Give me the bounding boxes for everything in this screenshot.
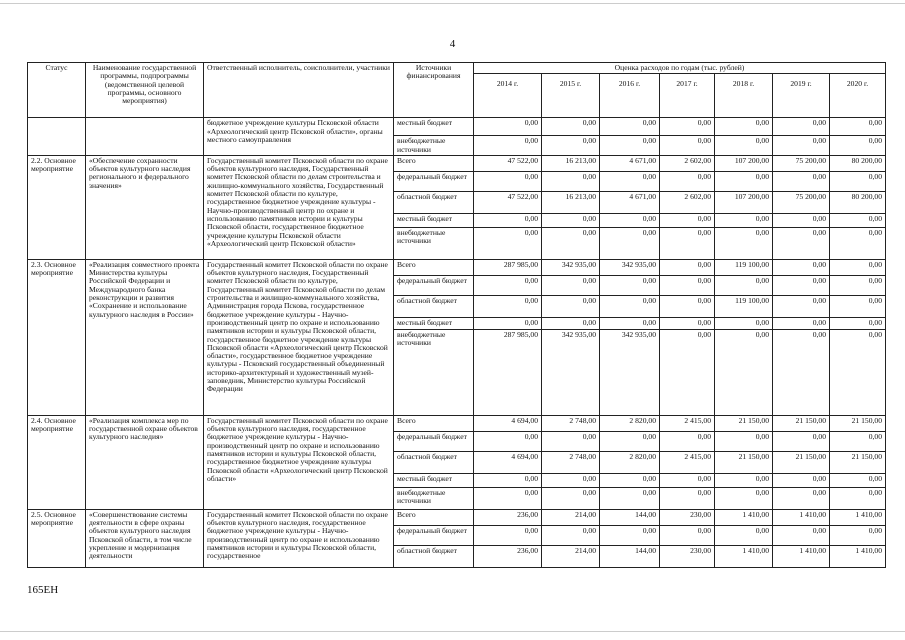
amount-cell: 0,00 xyxy=(715,487,773,509)
amount-cell: 144,00 xyxy=(600,545,660,567)
amount-cell: 0,00 xyxy=(773,473,830,487)
amount-cell: 0,00 xyxy=(830,525,886,545)
amount-cell: 230,00 xyxy=(660,509,715,525)
amount-cell: 0,00 xyxy=(542,213,600,227)
funding-source: местный бюджет xyxy=(394,118,474,136)
amount-cell: 75 200,00 xyxy=(773,155,830,171)
header-estimate: Оценка расходов по годам (тыс. рублей) xyxy=(474,63,886,74)
amount-cell: 0,00 xyxy=(715,118,773,136)
amount-cell: 0,00 xyxy=(660,329,715,415)
amount-cell: 0,00 xyxy=(600,213,660,227)
amount-cell: 0,00 xyxy=(660,136,715,156)
amount-cell: 0,00 xyxy=(542,295,600,317)
block-status: 2.4. Основное мероприятие xyxy=(28,415,86,509)
header-source: Источники финансирования xyxy=(394,63,474,118)
amount-cell: 0,00 xyxy=(773,259,830,275)
amount-cell: 0,00 xyxy=(660,213,715,227)
amount-cell: 119 100,00 xyxy=(715,295,773,317)
funding-source: Всего xyxy=(394,259,474,275)
amount-cell: 342 935,00 xyxy=(542,259,600,275)
block-executor: Государственный комитет Псковской области по охране объектов культурного наследия, Государственный комитет Псковской области по культуре, Государственный комитет Псковской области по делам строительства и жилищно-коммунального хозяйства, Администрация города Пскова, государственное бюджетное учреждение культуры - Научно-производственный центр по охране и использованию памятников истории и культуры Псковской области, государственное бюджетное учреждение культуры Псковской области «Археологический центр Псковской области», государственное бюджетное учреждение культуры - Псковский государственный объединенный историко-архитектурный и художественный музей-заповедник, Министерство культуры Российской Федерации xyxy=(204,259,394,415)
table-body xyxy=(28,118,886,568)
amount-cell: 0,00 xyxy=(600,118,660,136)
amount-cell: 0,00 xyxy=(830,275,886,295)
amount-cell: 0,00 xyxy=(474,525,542,545)
block-status: 2.2. Основное мероприятие xyxy=(28,155,86,259)
amount-cell: 0,00 xyxy=(660,259,715,275)
funding-source: местный бюджет xyxy=(394,213,474,227)
amount-cell: 0,00 xyxy=(830,329,886,415)
amount-cell: 0,00 xyxy=(660,275,715,295)
amount-cell: 4 671,00 xyxy=(600,191,660,213)
funding-source: местный бюджет xyxy=(394,317,474,329)
amount-cell: 2 415,00 xyxy=(660,451,715,473)
amount-cell: 2 820,00 xyxy=(600,415,660,431)
amount-cell: 0,00 xyxy=(830,118,886,136)
amount-cell: 0,00 xyxy=(715,525,773,545)
amount-cell: 0,00 xyxy=(660,171,715,191)
header-year: 2014 г. xyxy=(474,74,542,118)
amount-cell: 0,00 xyxy=(715,136,773,156)
funding-source: внебюджетные источники xyxy=(394,487,474,509)
amount-cell: 0,00 xyxy=(773,171,830,191)
amount-cell: 0,00 xyxy=(830,487,886,509)
amount-cell: 0,00 xyxy=(600,431,660,451)
amount-cell: 0,00 xyxy=(660,431,715,451)
amount-cell: 1 410,00 xyxy=(830,509,886,525)
amount-cell: 0,00 xyxy=(542,118,600,136)
amount-cell: 0,00 xyxy=(660,473,715,487)
amount-cell: 0,00 xyxy=(660,118,715,136)
amount-cell: 4 694,00 xyxy=(474,415,542,431)
header-year: 2018 г. xyxy=(715,74,773,118)
amount-cell: 0,00 xyxy=(600,473,660,487)
amount-cell: 0,00 xyxy=(600,317,660,329)
amount-cell: 0,00 xyxy=(830,295,886,317)
scan-edge-bottom xyxy=(0,631,905,632)
amount-cell: 0,00 xyxy=(830,259,886,275)
funding-source: Всего xyxy=(394,155,474,171)
amount-cell: 16 213,00 xyxy=(542,191,600,213)
amount-cell: 0,00 xyxy=(715,275,773,295)
amount-cell: 21 150,00 xyxy=(715,415,773,431)
table-row xyxy=(28,118,886,136)
funding-source: областной бюджет xyxy=(394,191,474,213)
funding-source: областной бюджет xyxy=(394,545,474,567)
amount-cell: 0,00 xyxy=(773,525,830,545)
amount-cell: 0,00 xyxy=(600,136,660,156)
block-status: 2.3. Основное мероприятие xyxy=(28,259,86,415)
funding-source: Всего xyxy=(394,509,474,525)
amount-cell: 236,00 xyxy=(474,545,542,567)
amount-cell: 230,00 xyxy=(660,545,715,567)
amount-cell: 0,00 xyxy=(600,227,660,259)
block-status: 2.5. Основное мероприятие xyxy=(28,509,86,567)
amount-cell: 0,00 xyxy=(474,295,542,317)
amount-cell: 21 150,00 xyxy=(773,451,830,473)
block-name: «Совершенствование системы деятельности в сфере охраны объектов культурного наследия Псковской области, в том числе укрепление и модернизация деятельности xyxy=(86,509,204,567)
amount-cell: 1 410,00 xyxy=(773,509,830,525)
amount-cell: 342 935,00 xyxy=(600,259,660,275)
amount-cell: 0,00 xyxy=(600,295,660,317)
amount-cell: 2 602,00 xyxy=(660,155,715,171)
amount-cell: 0,00 xyxy=(660,525,715,545)
amount-cell: 4 671,00 xyxy=(600,155,660,171)
header-name: Наименование государственной программы, подпрограммы (ведомственной целевой программы, основного мероприятия) xyxy=(86,63,204,118)
amount-cell: 236,00 xyxy=(474,509,542,525)
amount-cell: 4 694,00 xyxy=(474,451,542,473)
header-year: 2019 г. xyxy=(773,74,830,118)
amount-cell: 0,00 xyxy=(830,171,886,191)
funding-source: местный бюджет xyxy=(394,473,474,487)
amount-cell: 0,00 xyxy=(542,473,600,487)
amount-cell: 0,00 xyxy=(830,317,886,329)
block-status xyxy=(28,118,86,156)
amount-cell: 0,00 xyxy=(715,171,773,191)
block-name: «Реализация совместного проекта Министерства культуры Российской Федерации и Международного банка реконструкции и развития «Сохранение и использование культурного наследия в России» xyxy=(86,259,204,415)
amount-cell: 119 100,00 xyxy=(715,259,773,275)
amount-cell: 0,00 xyxy=(773,317,830,329)
block-executor: Государственный комитет Псковской области по охране объектов культурного наследия, государственное бюджетное учреждение культуры - Научно-производственный центр по охране и использованию памятников истории и культуры Псковской области, государственное xyxy=(204,509,394,567)
amount-cell: 0,00 xyxy=(715,317,773,329)
amount-cell: 47 522,00 xyxy=(474,155,542,171)
amount-cell: 0,00 xyxy=(542,136,600,156)
amount-cell: 0,00 xyxy=(474,136,542,156)
amount-cell: 0,00 xyxy=(600,525,660,545)
amount-cell: 0,00 xyxy=(715,227,773,259)
amount-cell: 0,00 xyxy=(474,171,542,191)
expenditure-table xyxy=(27,62,886,568)
amount-cell: 107 200,00 xyxy=(715,155,773,171)
amount-cell: 0,00 xyxy=(773,295,830,317)
amount-cell: 342 935,00 xyxy=(542,329,600,415)
amount-cell: 287 985,00 xyxy=(474,259,542,275)
amount-cell: 0,00 xyxy=(474,213,542,227)
amount-cell: 2 748,00 xyxy=(542,415,600,431)
amount-cell: 0,00 xyxy=(542,487,600,509)
funding-source: федеральный бюджет xyxy=(394,431,474,451)
amount-cell: 0,00 xyxy=(474,317,542,329)
block-executor: Государственный комитет Псковской области по охране объектов культурного наследия, государственное бюджетное учреждение культуры - Научно-производственный центр по охране и использованию памятников истории и культуры Псковской области, государственное бюджетное учреждение культуры Псковской области «Археологический центр Псковской области» xyxy=(204,415,394,509)
amount-cell: 0,00 xyxy=(773,431,830,451)
amount-cell: 0,00 xyxy=(600,171,660,191)
table-row xyxy=(28,155,886,171)
amount-cell: 144,00 xyxy=(600,509,660,525)
table-row xyxy=(28,415,886,431)
amount-cell: 0,00 xyxy=(542,317,600,329)
amount-cell: 0,00 xyxy=(542,275,600,295)
amount-cell: 0,00 xyxy=(715,329,773,415)
amount-cell: 0,00 xyxy=(773,487,830,509)
amount-cell: 21 150,00 xyxy=(830,415,886,431)
block-name: «Обеспечение сохранности объектов культурного наследия регионального и федерального значения» xyxy=(86,155,204,259)
amount-cell: 214,00 xyxy=(542,509,600,525)
amount-cell: 0,00 xyxy=(773,136,830,156)
amount-cell: 0,00 xyxy=(474,118,542,136)
amount-cell: 80 200,00 xyxy=(830,191,886,213)
amount-cell: 0,00 xyxy=(773,118,830,136)
amount-cell: 0,00 xyxy=(660,317,715,329)
amount-cell: 0,00 xyxy=(715,473,773,487)
amount-cell: 214,00 xyxy=(542,545,600,567)
amount-cell: 0,00 xyxy=(830,227,886,259)
amount-cell: 0,00 xyxy=(660,295,715,317)
header-year: 2016 г. xyxy=(600,74,660,118)
funding-source: областной бюджет xyxy=(394,295,474,317)
header-year: 2015 г. xyxy=(542,74,600,118)
amount-cell: 75 200,00 xyxy=(773,191,830,213)
funding-source: внебюджетные источники xyxy=(394,329,474,415)
amount-cell: 0,00 xyxy=(600,487,660,509)
amount-cell: 2 820,00 xyxy=(600,451,660,473)
amount-cell: 0,00 xyxy=(715,431,773,451)
block-executor: бюджетное учреждение культуры Псковской области «Археологический центр Псковской области», органы местного самоуправления xyxy=(204,118,394,156)
amount-cell: 0,00 xyxy=(773,329,830,415)
amount-cell: 0,00 xyxy=(542,431,600,451)
page-number: 4 xyxy=(449,38,456,50)
funding-source: федеральный бюджет xyxy=(394,171,474,191)
amount-cell: 16 213,00 xyxy=(542,155,600,171)
footer-code: 165ЕН xyxy=(27,584,59,596)
table-row xyxy=(28,259,886,275)
amount-cell: 0,00 xyxy=(474,431,542,451)
amount-cell: 0,00 xyxy=(830,213,886,227)
funding-source: Всего xyxy=(394,415,474,431)
funding-source: внебюджетные источники xyxy=(394,227,474,259)
amount-cell: 1 410,00 xyxy=(715,545,773,567)
amount-cell: 21 150,00 xyxy=(715,451,773,473)
amount-cell: 47 522,00 xyxy=(474,191,542,213)
amount-cell: 21 150,00 xyxy=(830,451,886,473)
amount-cell: 0,00 xyxy=(474,275,542,295)
header-year: 2017 г. xyxy=(660,74,715,118)
amount-cell: 0,00 xyxy=(773,213,830,227)
amount-cell: 0,00 xyxy=(660,487,715,509)
header-year: 2020 г. xyxy=(830,74,886,118)
amount-cell: 0,00 xyxy=(830,473,886,487)
amount-cell: 0,00 xyxy=(474,487,542,509)
block-name: «Реализация комплекса мер по государственной охране объектов культурного наследия» xyxy=(86,415,204,509)
amount-cell: 0,00 xyxy=(600,275,660,295)
amount-cell: 1 410,00 xyxy=(715,509,773,525)
amount-cell: 80 200,00 xyxy=(830,155,886,171)
table-row xyxy=(28,509,886,525)
amount-cell: 0,00 xyxy=(715,213,773,227)
amount-cell: 287 985,00 xyxy=(474,329,542,415)
amount-cell: 2 415,00 xyxy=(660,415,715,431)
amount-cell: 1 410,00 xyxy=(830,545,886,567)
amount-cell: 0,00 xyxy=(830,431,886,451)
block-name xyxy=(86,118,204,156)
amount-cell: 2 602,00 xyxy=(660,191,715,213)
amount-cell: 0,00 xyxy=(773,275,830,295)
amount-cell: 0,00 xyxy=(773,227,830,259)
amount-cell: 2 748,00 xyxy=(542,451,600,473)
funding-source: федеральный бюджет xyxy=(394,525,474,545)
funding-source: внебюджетные источники xyxy=(394,136,474,156)
amount-cell: 0,00 xyxy=(542,227,600,259)
amount-cell: 342 935,00 xyxy=(600,329,660,415)
amount-cell: 0,00 xyxy=(660,227,715,259)
table-header xyxy=(28,63,886,118)
amount-cell: 107 200,00 xyxy=(715,191,773,213)
amount-cell: 0,00 xyxy=(474,227,542,259)
amount-cell: 1 410,00 xyxy=(773,545,830,567)
funding-source: областной бюджет xyxy=(394,451,474,473)
scan-edge-top xyxy=(0,3,905,4)
amount-cell: 0,00 xyxy=(542,171,600,191)
funding-source: федеральный бюджет xyxy=(394,275,474,295)
block-executor: Государственный комитет Псковской области по охране объектов культурного наследия, Государственный комитет Псковской области по делам строительства и жилищно-коммунального хозяйства, Государственный комитет Псковской области по культуре, государственное бюджетное учреждение культуры - Научно-производственный центр по охране и использованию памятников истории и культуры Псковской области, государственное бюджетное учреждение культуры Псковской области «Археологический центр Псковской области» xyxy=(204,155,394,259)
header-status: Статус xyxy=(28,63,86,118)
header-executor: Ответственный исполнитель, соисполнители, участники xyxy=(204,63,394,118)
amount-cell: 0,00 xyxy=(474,473,542,487)
amount-cell: 21 150,00 xyxy=(773,415,830,431)
amount-cell: 0,00 xyxy=(830,136,886,156)
amount-cell: 0,00 xyxy=(542,525,600,545)
